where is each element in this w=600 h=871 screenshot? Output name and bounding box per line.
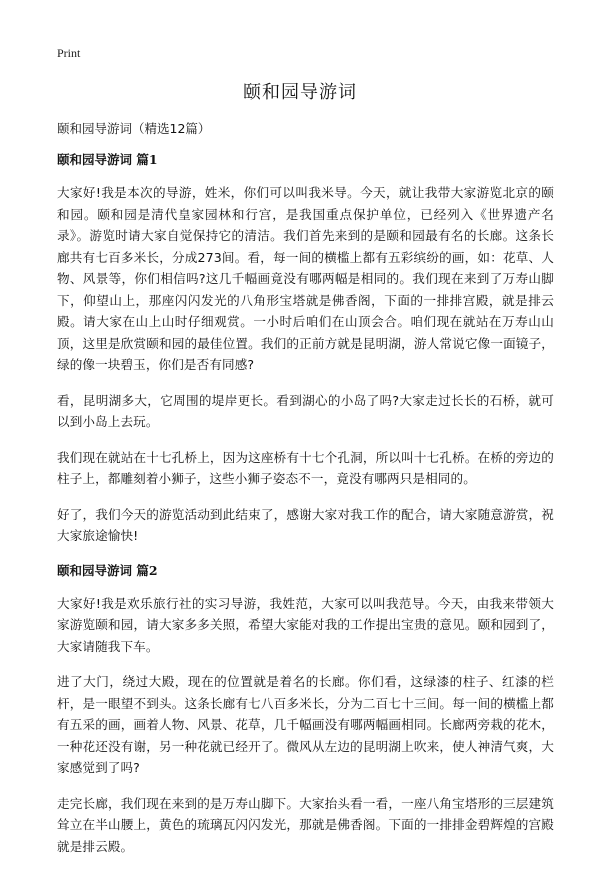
paragraph: 大家好!我是欢乐旅行社的实习导游，我姓范，大家可以叫我范导。今天，由我来带领大家游览颐和园，请大家多多关照，希望大家能对我的工作提出宝贵的意见。颐和园到了，大家请随我下车。 <box>57 595 554 654</box>
paragraph: 走完长廊，我们现在来到的是万寿山脚下。大家抬头看一看，一座八角宝塔形的三层建筑耸立在半山腰上，黄色的琉璃瓦闪闪发光，那就是佛香阁。下面的一排排金碧辉煌的宫殿就是排云殿。 <box>57 795 554 854</box>
paragraph: 好了，我们今天的游览活动到此结束了，感谢大家对我工作的配合，请大家随意游赏，祝大家旅途愉快! <box>57 506 554 543</box>
paragraph: 进了大门，绕过大殿，现在的位置就是着名的长廊。你们看，这绿漆的柱子、红漆的栏杆，是一眼望不到头。这条长廊有七八百多米长，分为二百七十三间。每一间的横槛上都有五采的画，画着人物、风景、花草，几千幅画没有哪两幅画相同。长廊两旁栽的花木，一种花还没有谢，另一种花就已经开了。微风从左边的昆明湖上吹来，使人神清气爽，大家感觉到了吗? <box>57 674 554 775</box>
section-2 <box>57 561 554 858</box>
paragraph: 大家好!我是本次的导游，姓米，你们可以叫我米导。今天，就让我带大家游览北京的颐和园。颐和园是清代皇家园林和行宫，是我国重点保护单位，已经列入《世界遗产名录》。游览时请大家自觉保持它的清洁。我们首先来到的是颐和园最有名的长廊。这条长廊共有七百多米长，分成273间。看，每一间的横槛上都有五彩缤纷的画，如：花草、人物、风景等，你们相信吗?这几千幅画竟没有哪两幅是相同的。我们现在来到了万寿山脚下，仰望山上，那座闪闪发光的八角形宝塔就是佛香阁，下面的一排排宫殿，就是排云殿。请大家在山上山时仔细观赏。一小时后咱们在山顶会合。咱们现在就站在万寿山山顶，这里是欣赏颐和园的最佳位置。我们的正前方就是昆明湖，游人常说它像一面镜子，绿的像一块碧玉，你们是否有同感? <box>57 185 554 372</box>
paragraph: 看，昆明湖多大，它周围的堤岸更长。看到湖心的小岛了吗?大家走过长长的石桥，就可以到小岛上去玩。 <box>57 392 554 429</box>
section-1 <box>57 150 554 547</box>
document-subtitle: 颐和园导游词（精选12篇） <box>57 121 211 136</box>
paragraph: 我们现在就站在十七孔桥上，因为这座桥有十七个孔洞，所以叫十七孔桥。在桥的旁边的柱子上，都雕刻着小狮子，这些小狮子姿态不一，竟没有哪两只是相同的。 <box>57 449 554 486</box>
article-body <box>57 150 554 871</box>
section-heading: 颐和园导游词 篇2 <box>57 562 158 578</box>
print-link[interactable]: Print <box>57 46 81 60</box>
page-title: 颐和园导游词 <box>243 82 357 103</box>
section-heading: 颐和园导游词 篇1 <box>57 152 158 167</box>
